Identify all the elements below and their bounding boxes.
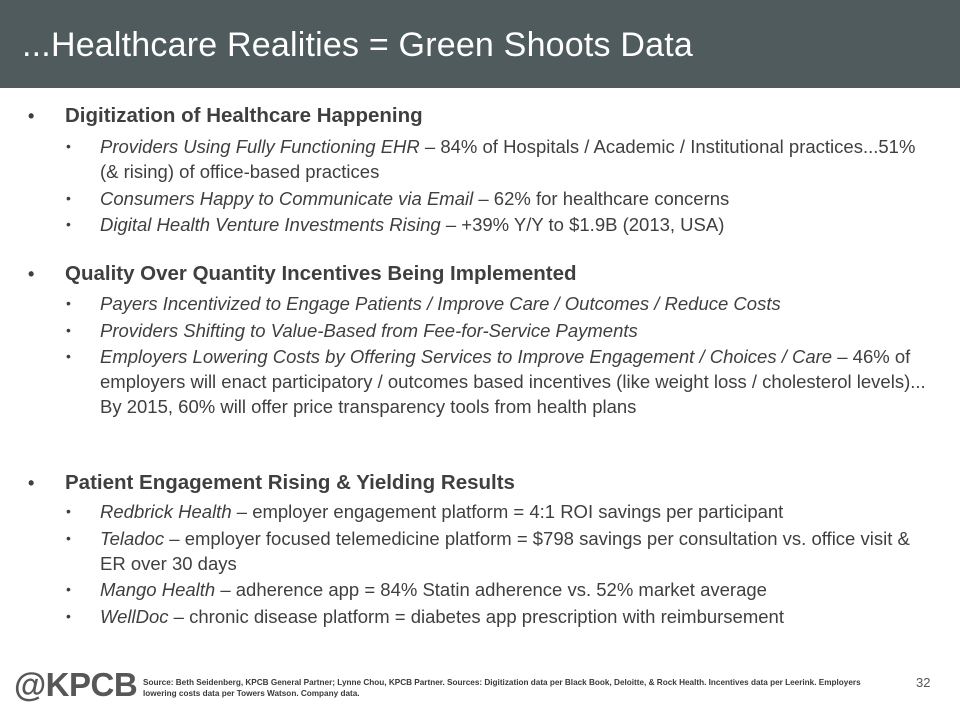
bullet-icon: • (66, 295, 71, 311)
section-heading-text: Quality Over Quantity Incentives Being Implemented (65, 262, 577, 285)
list-item (66, 212, 926, 237)
item-detail: – chronic disease platform = diabetes app prescription with reimbursement (168, 605, 784, 627)
list-item (66, 577, 926, 602)
section-heading-text: Patient Engagement Rising & Yielding Results (65, 471, 515, 494)
item-lead: Providers Using Fully Functioning EHR (100, 136, 420, 157)
kpcb-logo: @KPCB (14, 666, 138, 703)
bullet-icon: • (66, 607, 71, 624)
sub-list (66, 134, 926, 239)
bullet-icon: • (66, 581, 71, 598)
item-detail: – 84% of Hospitals / Academic / Institutional practices...51% (& rising) of office-based practices (100, 136, 916, 182)
section-heading (28, 471, 515, 495)
item-lead: Employers Lowering Costs by Offering Services to Improve Engagement / Choices / Care (100, 346, 833, 368)
item-detail: – +39% Y/Y to $1.9B (2013, USA) (440, 214, 725, 236)
page-number: 32 (916, 675, 931, 690)
slide-title: ...Healthcare Realities = Green Shoots Data (22, 26, 694, 64)
bullet-icon: • (66, 503, 71, 519)
bullet-icon: • (66, 189, 71, 206)
bullet-icon: • (66, 216, 71, 233)
list-item (66, 604, 926, 629)
section-heading (28, 262, 577, 286)
title-bar (0, 0, 960, 88)
bullet-icon: • (28, 264, 35, 284)
list-item (66, 344, 926, 419)
list-item (66, 134, 926, 184)
item-detail: – 46% of employers will enact participatory / outcomes based incentives (like weight loss / cholesterol levels)... By 2015, 60% will offer price transparency tools from health plans (100, 346, 926, 418)
list-item (66, 526, 926, 576)
sub-list (66, 291, 926, 421)
list-item (66, 318, 926, 343)
item-lead: Consumers Happy to Communicate via Email (100, 187, 474, 209)
item-lead: WellDoc (100, 605, 169, 627)
section-heading-text: Digitization of Healthcare Happening (65, 104, 423, 127)
bullet-icon: • (66, 529, 71, 546)
bullet-icon: • (66, 138, 71, 154)
list-item (66, 186, 926, 211)
list-item (66, 291, 926, 316)
item-lead: Payers Incentivized to Engage Patients / Improve Care / Outcomes / Reduce Costs (100, 293, 781, 314)
item-detail: – employer engagement platform = 4:1 ROI savings per participant (231, 501, 784, 522)
item-detail: – employer focused telemedicine platform = $798 savings per consultation vs. office visit & ER over 30 days (100, 527, 910, 574)
bullet-icon: • (66, 321, 71, 338)
item-lead: Teladoc (100, 527, 165, 549)
bullet-icon: • (28, 473, 35, 493)
item-lead: Digital Health Venture Investments Rising (100, 214, 441, 236)
section-heading (28, 104, 423, 128)
sub-list (66, 499, 926, 630)
source-note: Source: Beth Seidenberg, KPCB General Partner; Lynne Chou, KPCB Partner. Sources: Digitization data per Black Book, Deloitte, & Rock Health. Incentives data per Leerink. Employers lowering costs data per Towers Watson. Company data. (143, 678, 861, 698)
item-lead: Mango Health (100, 579, 216, 601)
item-lead: Providers Shifting to Value-Based from Fee-for-Service Payments (100, 319, 638, 341)
item-lead: Redbrick Health (100, 501, 232, 522)
bullet-icon: • (28, 106, 35, 126)
item-detail: – 62% for healthcare concerns (473, 187, 730, 209)
bullet-icon: • (66, 348, 71, 365)
list-item (66, 499, 926, 524)
item-detail: – adherence app = 84% Statin adherence vs. 52% market average (215, 579, 767, 601)
